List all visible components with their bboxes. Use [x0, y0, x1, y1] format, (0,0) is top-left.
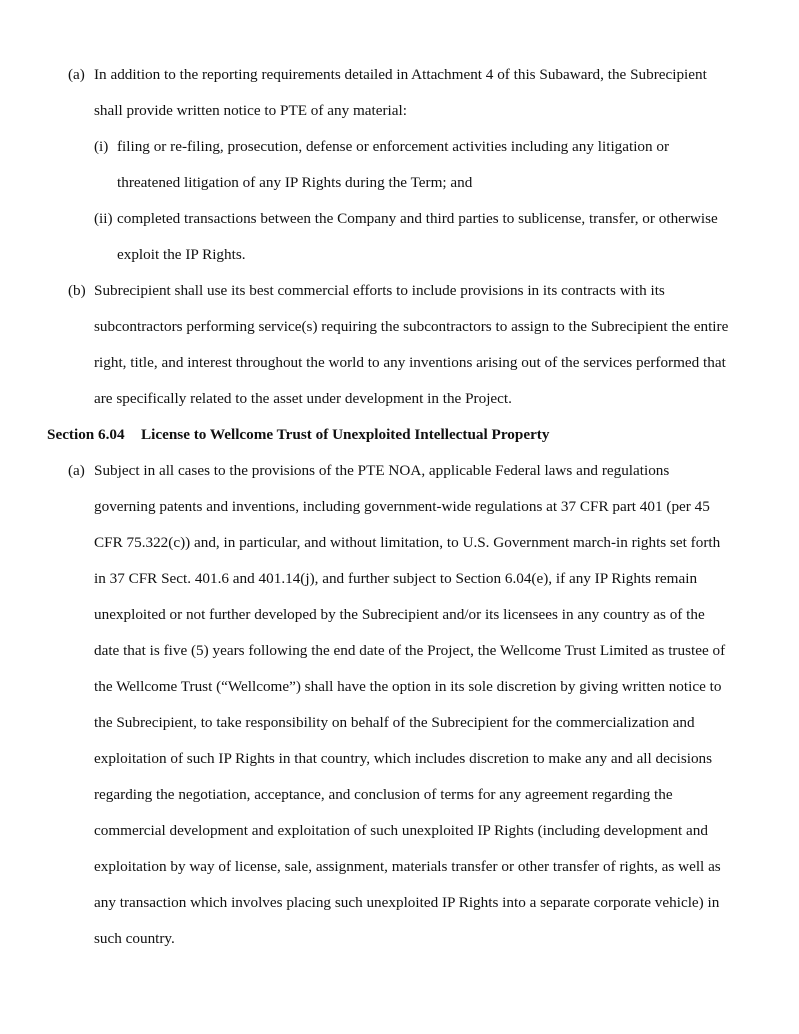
section-604-clause-a-line-10: regarding the negotiation, acceptance, and conclusion of terms for any agreement regarding the — [94, 786, 673, 803]
clause-b-line-3: right, title, and interest throughout the world to any inventions arising out of the services performed that — [94, 354, 726, 371]
subclause-i-line-1: filing or re-filing, prosecution, defense or enforcement activities including any litigation or — [117, 138, 670, 155]
clause-a-line-2: shall provide written notice to PTE of any material: — [94, 102, 407, 119]
section-604-clause-a-line-9: exploitation of such IP Rights in that country, which includes discretion to make any and all decisions — [94, 750, 713, 767]
clause-b-label: (b) — [68, 282, 86, 299]
clause-b-line-4: are specifically related to the asset under development in the Project. — [94, 390, 512, 407]
section-604-clause-a-line-8: the Subrecipient, to take responsibility on behalf of the Subrecipient for the commercialization and — [94, 714, 695, 731]
section-604-clause-a-label: (a) — [68, 462, 85, 479]
subclause-ii-label: (ii) — [94, 210, 113, 227]
section-604-clause-a-line-2: governing patents and inventions, including government-wide regulations at 37 CFR part 401 (per 45 — [94, 498, 710, 515]
clause-a-label: (a) — [68, 66, 85, 83]
section-604-clause-a-line-1: Subject in all cases to the provisions of the PTE NOA, applicable Federal laws and regulations — [94, 462, 670, 479]
section-604-clause-a-line-5: unexploited or not further developed by the Subrecipient and/or its licensees in any country as of the — [94, 606, 705, 623]
section-number: Section 6.04 — [47, 426, 125, 443]
section-604-clause-a-line-12: exploitation by way of license, sale, assignment, materials transfer or other transfer of rights, as well as — [94, 858, 721, 875]
section-604-clause-a-line-4: in 37 CFR Sect. 401.6 and 401.14(j), and further subject to Section 6.04(e), if any IP Rights remain — [94, 570, 698, 587]
subclause-i-label: (i) — [94, 138, 109, 155]
clause-a-line-1: In addition to the reporting requirements detailed in Attachment 4 of this Subaward, the Subrecipient — [94, 66, 707, 83]
section-604-clause-a-line-13: any transaction which involves placing such unexploited IP Rights into a separate corporate vehicle) in — [94, 894, 720, 911]
section-604-clause-a-line-11: commercial development and exploitation of such unexploited IP Rights (including development and — [94, 822, 708, 839]
clause-b-line-1: Subrecipient shall use its best commercial efforts to include provisions in its contracts with its — [94, 282, 665, 299]
subclause-ii-line-1: completed transactions between the Company and third parties to sublicense, transfer, or otherwise — [117, 210, 718, 227]
subclause-i-line-2: threatened litigation of any IP Rights during the Term; and — [117, 174, 473, 191]
clause-b-line-2: subcontractors performing service(s) requiring the subcontractors to assign to the Subrecipient the entire — [94, 318, 729, 335]
section-604-clause-a-line-6: date that is five (5) years following the end date of the Project, the Wellcome Trust Limited as trustee of — [94, 642, 726, 659]
section-title: License to Wellcome Trust of Unexploited Intellectual Property — [141, 426, 550, 443]
subclause-ii-line-2: exploit the IP Rights. — [117, 246, 246, 263]
section-604-clause-a-line-3: CFR 75.322(c)) and, in particular, and without limitation, to U.S. Government march-in rights set forth — [94, 534, 721, 551]
section-604-clause-a-line-14: such country. — [94, 930, 175, 947]
section-604-clause-a-line-7: the Wellcome Trust (“Wellcome”) shall have the option in its sole discretion by giving written notice to — [94, 678, 722, 695]
